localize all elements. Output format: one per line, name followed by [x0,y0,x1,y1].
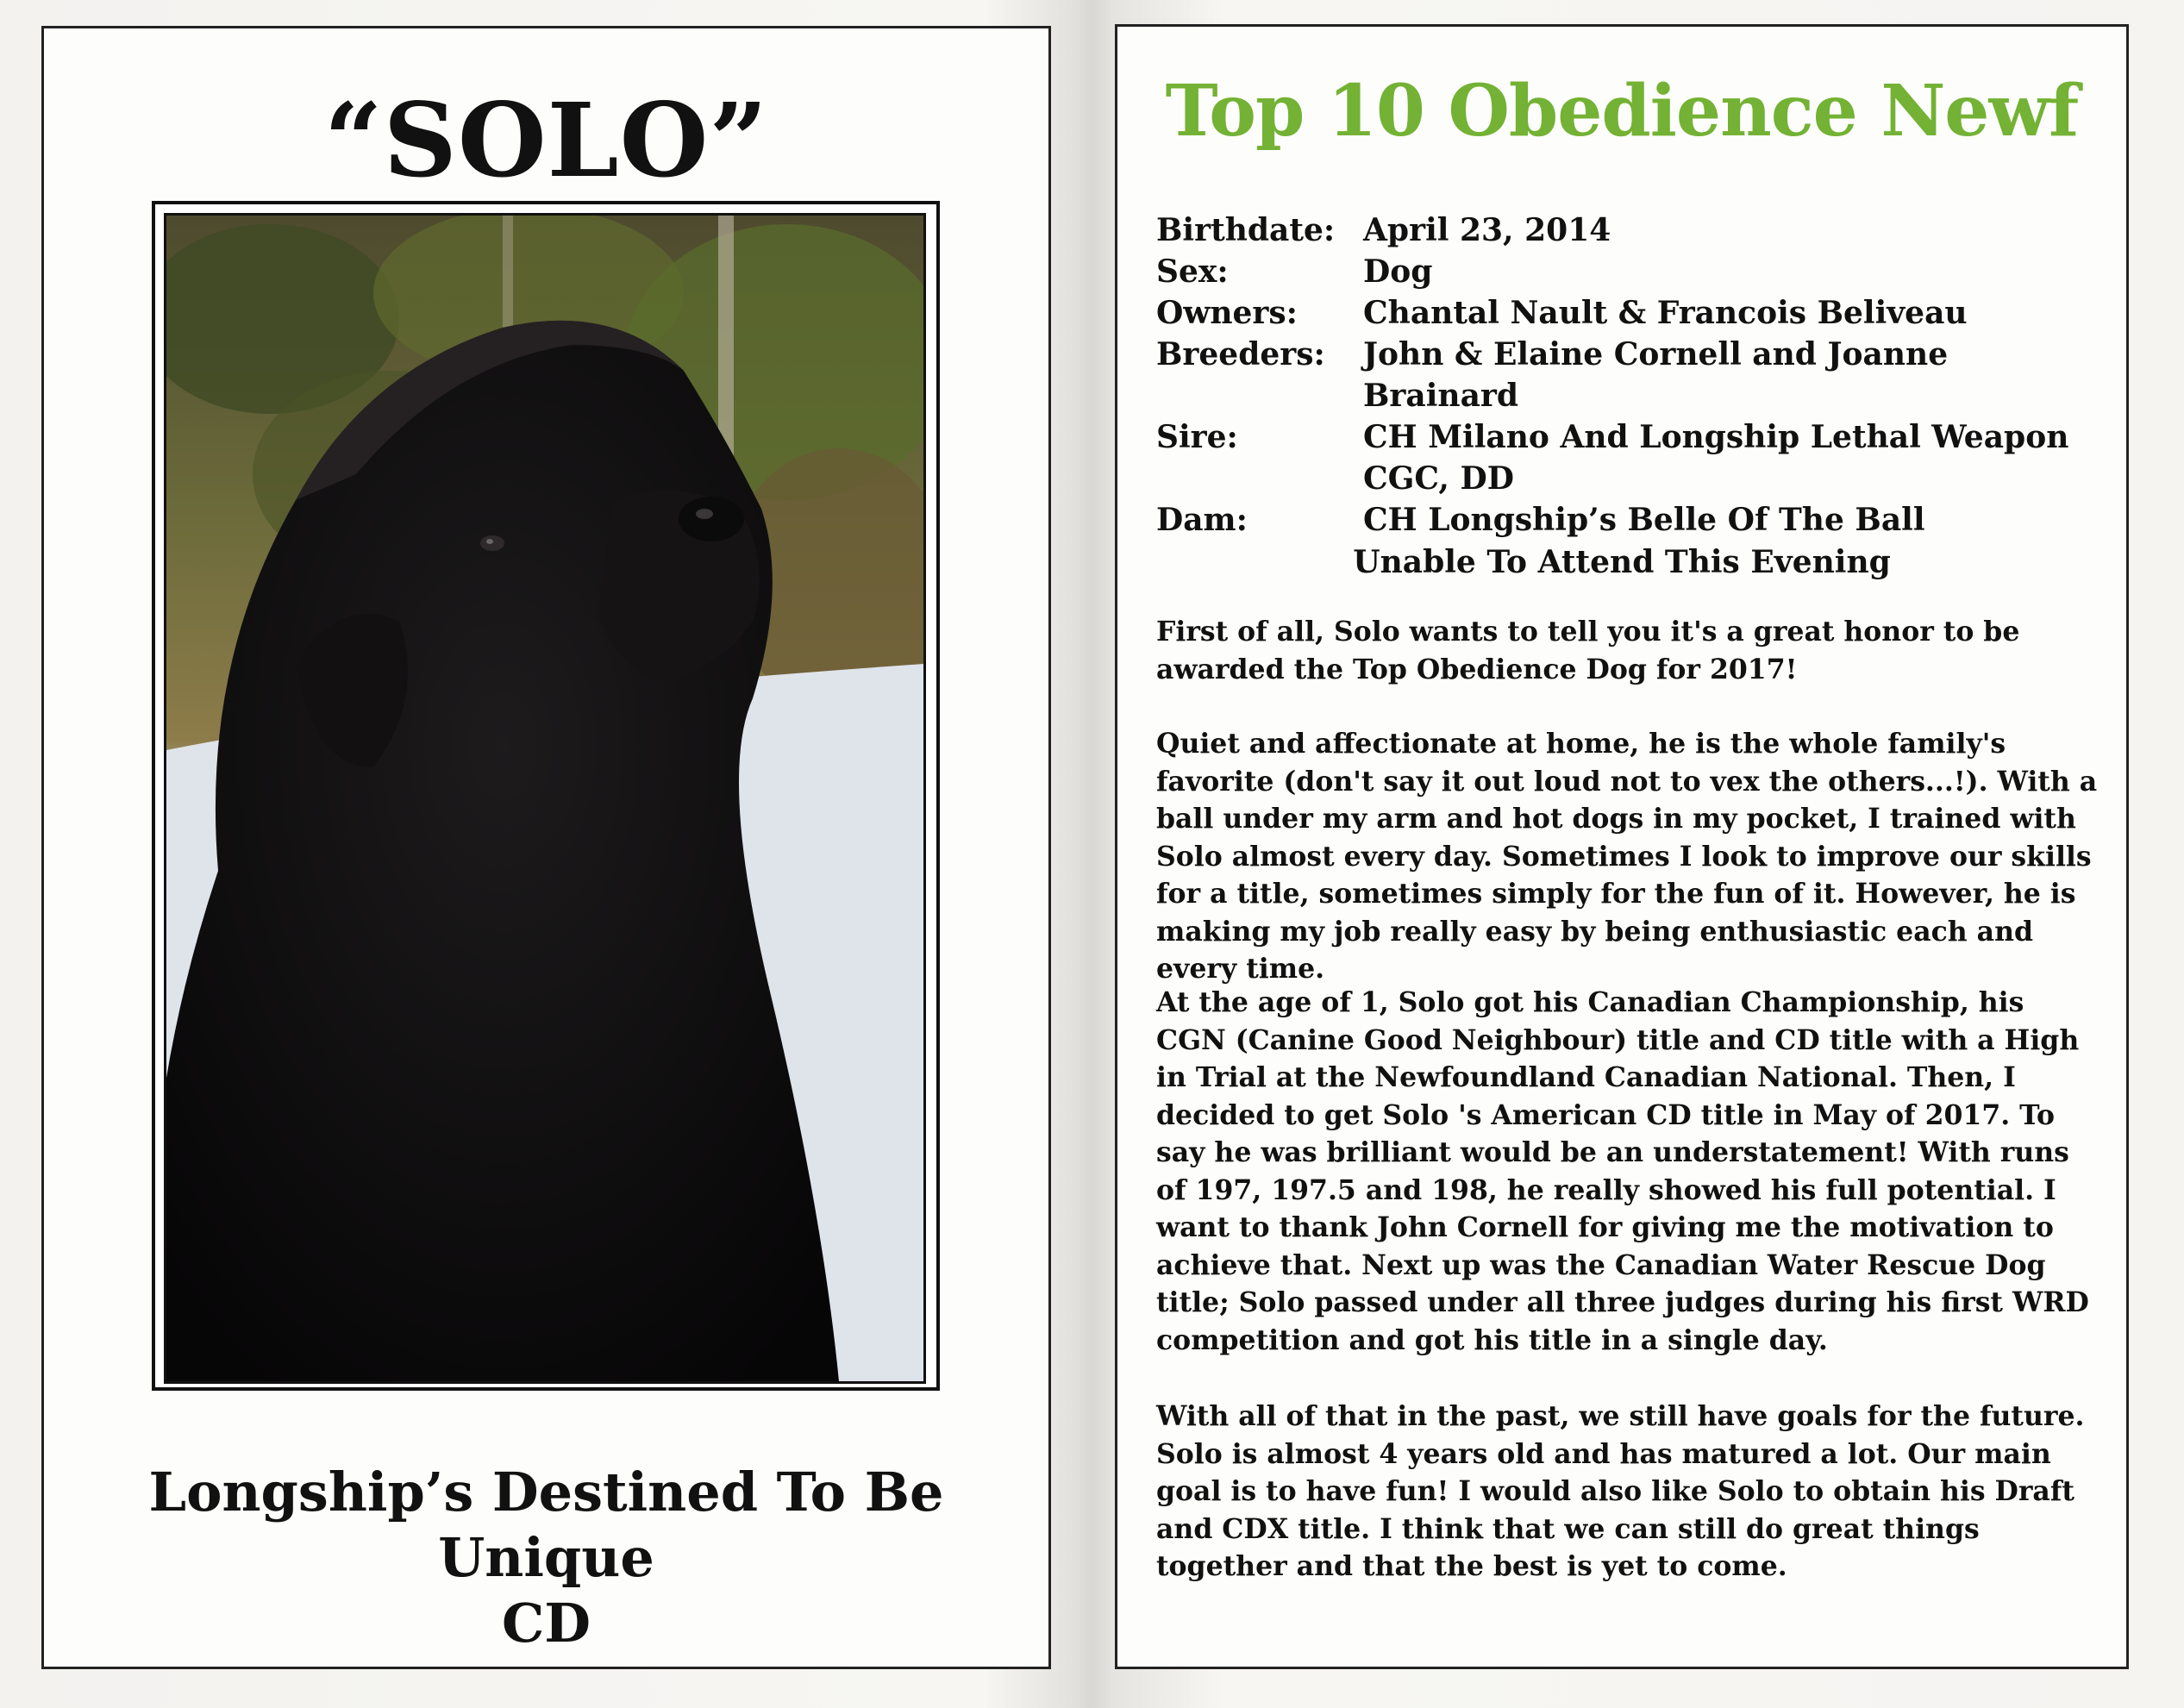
info-label: Birthdate: [1156,212,1336,248]
paragraph-intro: First of all, Solo wants to tell you it's a great honor to be awarded the Top Obedience Dog for 2017! [1156,616,2020,685]
info-value: Dog [1363,253,1433,290]
info-row-dam [1156,499,2105,541]
info-row-birthdate [1156,210,2105,251]
registered-name-caption [70,1460,1023,1656]
registered-name-line1: Longship’s Destined To Be Unique [148,1461,944,1589]
photo-frame [152,201,940,1391]
info-label: Dam: [1156,502,1248,538]
info-label [1156,458,1363,499]
info-value: Chantal Nault & Francois Beliveau [1363,295,1968,331]
paragraph-achievements: At the age of 1, Solo got his Canadian Championship, his CGN (Canine Good Neighbour) title and CD title with a High in Trial at the Newfoundland Canadian National. Then, I decided to get Solo 's American CD title in May of 2017. To say he was brilliant would be an understatement! With runs of 197, 197.5 and 198, he really showed his full potential. I want to thank John Cornell for giving me the motivation to achieve that. Next up was the Canadian Water Rescue Dog title; Solo passed under all three judges during his first WRD competition and got his title in a single day. [1156,986,2089,1356]
info-row-sex [1156,251,2105,292]
left-page [41,26,1051,1669]
info-label: Sire: [1156,419,1238,455]
paragraph-home-life: Quiet and affectionate at home, he is the whole family's favorite (don't say it out loud not to vex the others...!). With a ball under my arm and hot dogs in my pocket, I trained with Solo almost every day. Sometimes I look to improve our skills for a title, sometimes simply for the fun of it. However, he is making my job really easy by being enthusiastic each and every time. [1156,728,2098,985]
dog-photo [164,213,926,1384]
info-row-breeders [1156,334,2105,416]
registered-name-line2: CD [501,1592,591,1655]
info-value: CH Milano And Longship Lethal Weapon [1363,419,2069,455]
award-title: Top 10 Obedience Newf [1165,70,2079,153]
info-row-sire-titles [1156,458,2105,499]
paragraph-future-goals: With all of that in the past, we still have goals for the future. Solo is almost 4 years old and has matured a lot. Our main goal is to have fun! I would also like Solo to obtain his Draft and CDX title. I think that we can still do great things together and that the best is yet to come. [1156,1400,2085,1582]
dog-call-name-title: “SOLO” [323,80,769,200]
info-label: Breeders: [1156,336,1325,372]
info-row-owners [1156,292,2105,334]
right-page [1115,24,2129,1669]
info-label: Sex: [1156,253,1229,290]
info-value: April 23, 2014 [1363,212,1611,248]
info-value: John & Elaine Cornell and Joanne Brainard [1363,336,1949,414]
attendance-notice: Unable To Attend This Evening [1353,544,1891,580]
info-value: CGC, DD [1363,460,1514,497]
info-row-sire [1156,416,2105,458]
info-label: Owners: [1156,295,1298,331]
info-value: CH Longship’s Belle Of The Ball [1363,502,1925,538]
dog-info-table [1156,210,2105,541]
